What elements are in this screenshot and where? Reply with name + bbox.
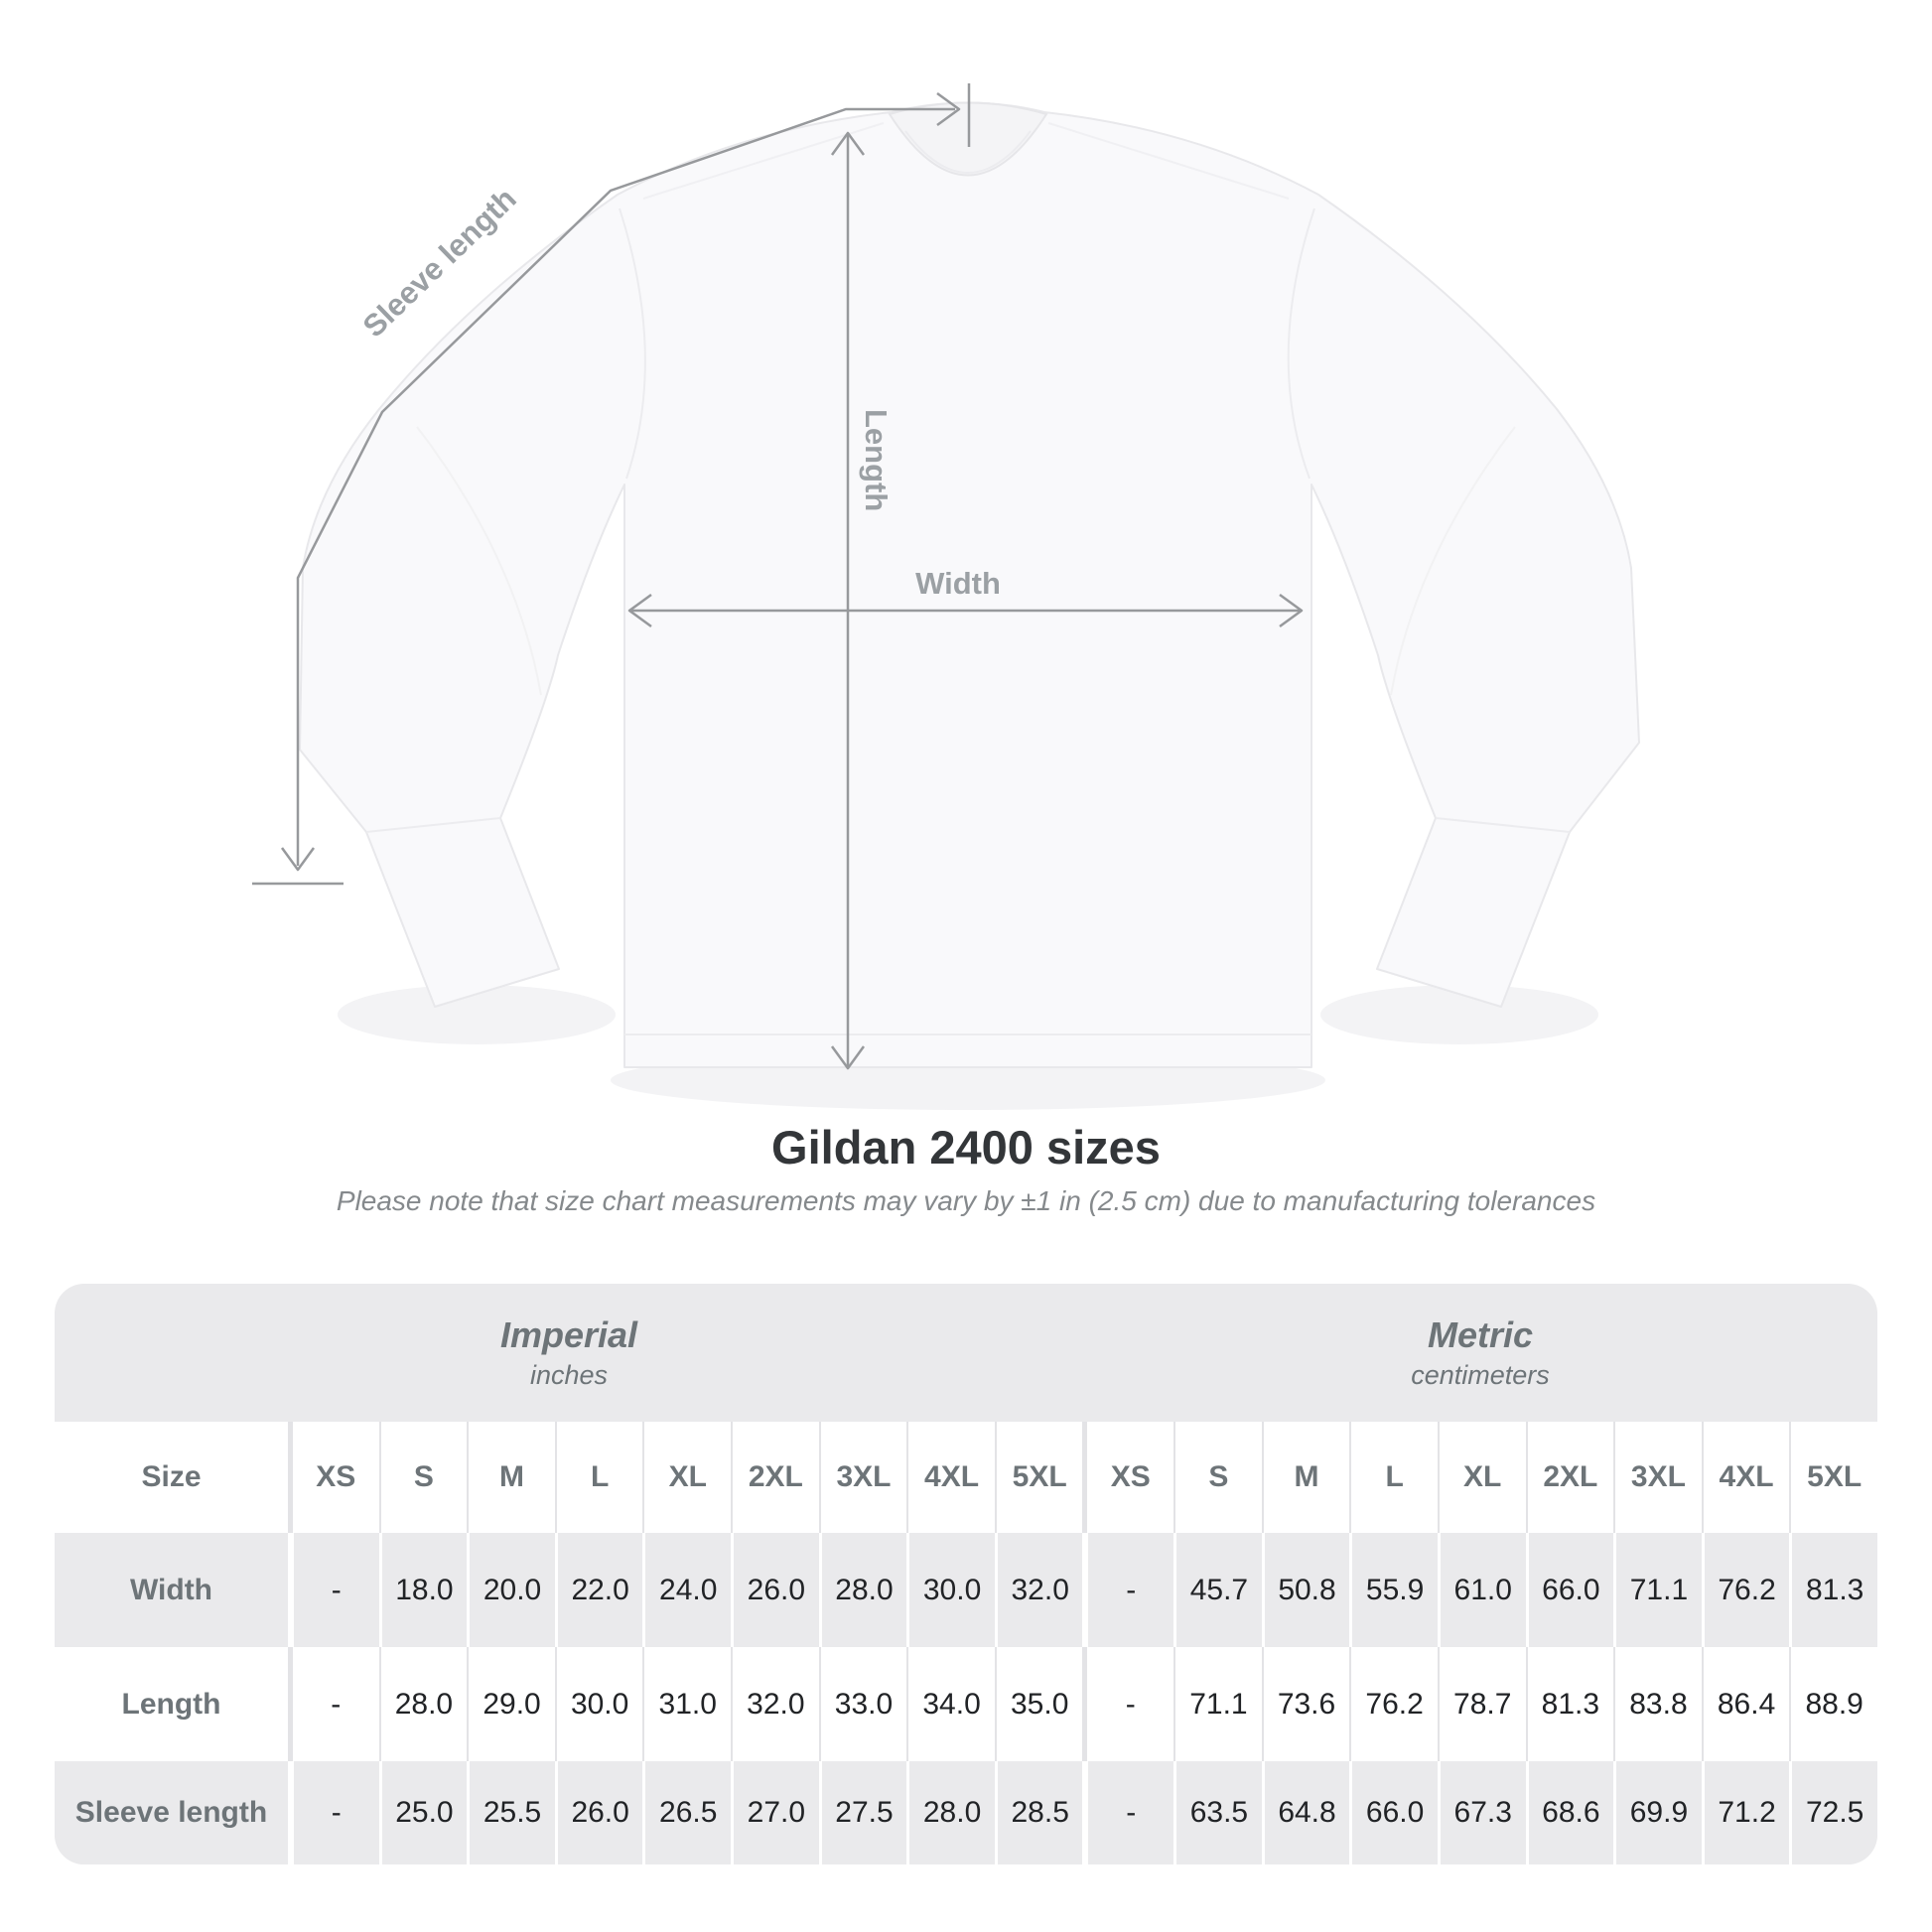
sleeve-imperial-4xl: 28.0 — [906, 1761, 995, 1864]
metric-label: Metric — [1427, 1313, 1534, 1355]
length-imperial-3xl: 33.0 — [819, 1647, 907, 1761]
length-metric-s: 71.1 — [1173, 1647, 1262, 1761]
width-metric-l: 55.9 — [1349, 1533, 1438, 1647]
metric-unit: centimeters — [1411, 1359, 1550, 1390]
imperial-unit: inches — [529, 1359, 609, 1390]
length-metric-5xl: 88.9 — [1789, 1647, 1877, 1761]
sleeve-imperial-m: 25.5 — [467, 1761, 555, 1864]
sleeve-metric-4xl: 71.2 — [1702, 1761, 1790, 1864]
length-metric-m: 73.6 — [1262, 1647, 1350, 1761]
sleeve-metric-xl: 67.3 — [1438, 1761, 1526, 1864]
imperial-size-l: L — [555, 1422, 643, 1533]
imperial-size-xl: XL — [642, 1422, 731, 1533]
units-header-row — [55, 1284, 1877, 1422]
sleeve-imperial-5xl: 28.5 — [995, 1761, 1083, 1864]
length-imperial-s: 28.0 — [379, 1647, 468, 1761]
width-imperial-xs: - — [288, 1533, 379, 1647]
width-imperial-l: 22.0 — [555, 1533, 643, 1647]
imperial-label: Imperial — [499, 1313, 638, 1355]
sleeve-metric-xs: - — [1082, 1761, 1173, 1864]
width-metric-m: 50.8 — [1262, 1533, 1350, 1647]
sleeve-length-label: Sleeve length — [355, 181, 523, 345]
row-label-width: Width — [129, 1573, 213, 1606]
sleeve-imperial-xl: 26.5 — [642, 1761, 731, 1864]
width-metric-3xl: 71.1 — [1613, 1533, 1702, 1647]
imperial-size-xs: XS — [288, 1422, 379, 1533]
width-metric-xl: 61.0 — [1438, 1533, 1526, 1647]
imperial-size-4xl: 4XL — [906, 1422, 995, 1533]
imperial-section-header — [55, 1284, 1083, 1422]
length-metric-l: 76.2 — [1349, 1647, 1438, 1761]
width-imperial-m: 20.0 — [467, 1533, 555, 1647]
sleeve-imperial-2xl: 27.0 — [731, 1761, 819, 1864]
metric-size-l: L — [1349, 1422, 1438, 1533]
length-imperial-l: 30.0 — [555, 1647, 643, 1761]
width-metric-5xl: 81.3 — [1789, 1533, 1877, 1647]
width-imperial-2xl: 26.0 — [731, 1533, 819, 1647]
width-metric-s: 45.7 — [1173, 1533, 1262, 1647]
width-imperial-xl: 24.0 — [642, 1533, 731, 1647]
width-imperial-s: 18.0 — [379, 1533, 468, 1647]
size-header-row — [55, 1422, 1877, 1533]
sleeve-metric-s: 63.5 — [1173, 1761, 1262, 1864]
metric-size-m: M — [1262, 1422, 1350, 1533]
length-metric-2xl: 81.3 — [1526, 1647, 1614, 1761]
width-label: Width — [915, 566, 1001, 601]
row-label-length: Length — [121, 1687, 221, 1721]
sleeve-metric-m: 64.8 — [1262, 1761, 1350, 1864]
metric-size-4xl: 4XL — [1702, 1422, 1790, 1533]
title-block — [0, 1120, 1932, 1221]
sleeve-imperial-l: 26.0 — [555, 1761, 643, 1864]
length-imperial-m: 29.0 — [467, 1647, 555, 1761]
width-imperial-5xl: 32.0 — [995, 1533, 1083, 1647]
metric-section-header — [1083, 1284, 1877, 1422]
length-imperial-2xl: 32.0 — [731, 1647, 819, 1761]
sleeve-metric-l: 66.0 — [1349, 1761, 1438, 1864]
page-title: Gildan 2400 sizes — [771, 1121, 1161, 1173]
metric-size-xs: XS — [1082, 1422, 1173, 1533]
length-metric-xs: - — [1082, 1647, 1173, 1761]
imperial-size-s: S — [379, 1422, 468, 1533]
length-row — [55, 1647, 1877, 1761]
sleeve-metric-5xl: 72.5 — [1789, 1761, 1877, 1864]
length-imperial-5xl: 35.0 — [995, 1647, 1083, 1761]
sleeve-metric-2xl: 68.6 — [1526, 1761, 1614, 1864]
row-label-sleeve-length: Sleeve length — [74, 1796, 268, 1829]
sleeve-length-row — [55, 1761, 1877, 1864]
length-imperial-4xl: 34.0 — [906, 1647, 995, 1761]
size-column-header: Size — [141, 1460, 202, 1493]
sleeve-imperial-3xl: 27.5 — [819, 1761, 907, 1864]
length-metric-3xl: 83.8 — [1613, 1647, 1702, 1761]
sleeve-imperial-xs: - — [288, 1761, 379, 1864]
length-imperial-xl: 31.0 — [642, 1647, 731, 1761]
metric-size-s: S — [1173, 1422, 1262, 1533]
length-label: Length — [859, 409, 894, 512]
width-metric-xs: - — [1082, 1533, 1173, 1647]
sleeve-metric-3xl: 69.9 — [1613, 1761, 1702, 1864]
width-imperial-4xl: 30.0 — [906, 1533, 995, 1647]
metric-size-2xl: 2XL — [1526, 1422, 1614, 1533]
imperial-size-5xl: 5XL — [995, 1422, 1083, 1533]
imperial-size-2xl: 2XL — [731, 1422, 819, 1533]
width-metric-4xl: 76.2 — [1702, 1533, 1790, 1647]
size-table — [55, 1284, 1877, 1864]
tolerance-note: Please note that size chart measurements may vary by ±1 in (2.5 cm) due to manufacturing tolerances — [336, 1185, 1596, 1216]
imperial-size-3xl: 3XL — [819, 1422, 907, 1533]
width-metric-2xl: 66.0 — [1526, 1533, 1614, 1647]
length-metric-xl: 78.7 — [1438, 1647, 1526, 1761]
metric-size-3xl: 3XL — [1613, 1422, 1702, 1533]
length-metric-4xl: 86.4 — [1702, 1647, 1790, 1761]
length-imperial-xs: - — [288, 1647, 379, 1761]
metric-size-5xl: 5XL — [1789, 1422, 1877, 1533]
metric-size-xl: XL — [1438, 1422, 1526, 1533]
sleeve-imperial-s: 25.0 — [379, 1761, 468, 1864]
width-imperial-3xl: 28.0 — [819, 1533, 907, 1647]
width-row — [55, 1533, 1877, 1647]
imperial-size-m: M — [467, 1422, 555, 1533]
